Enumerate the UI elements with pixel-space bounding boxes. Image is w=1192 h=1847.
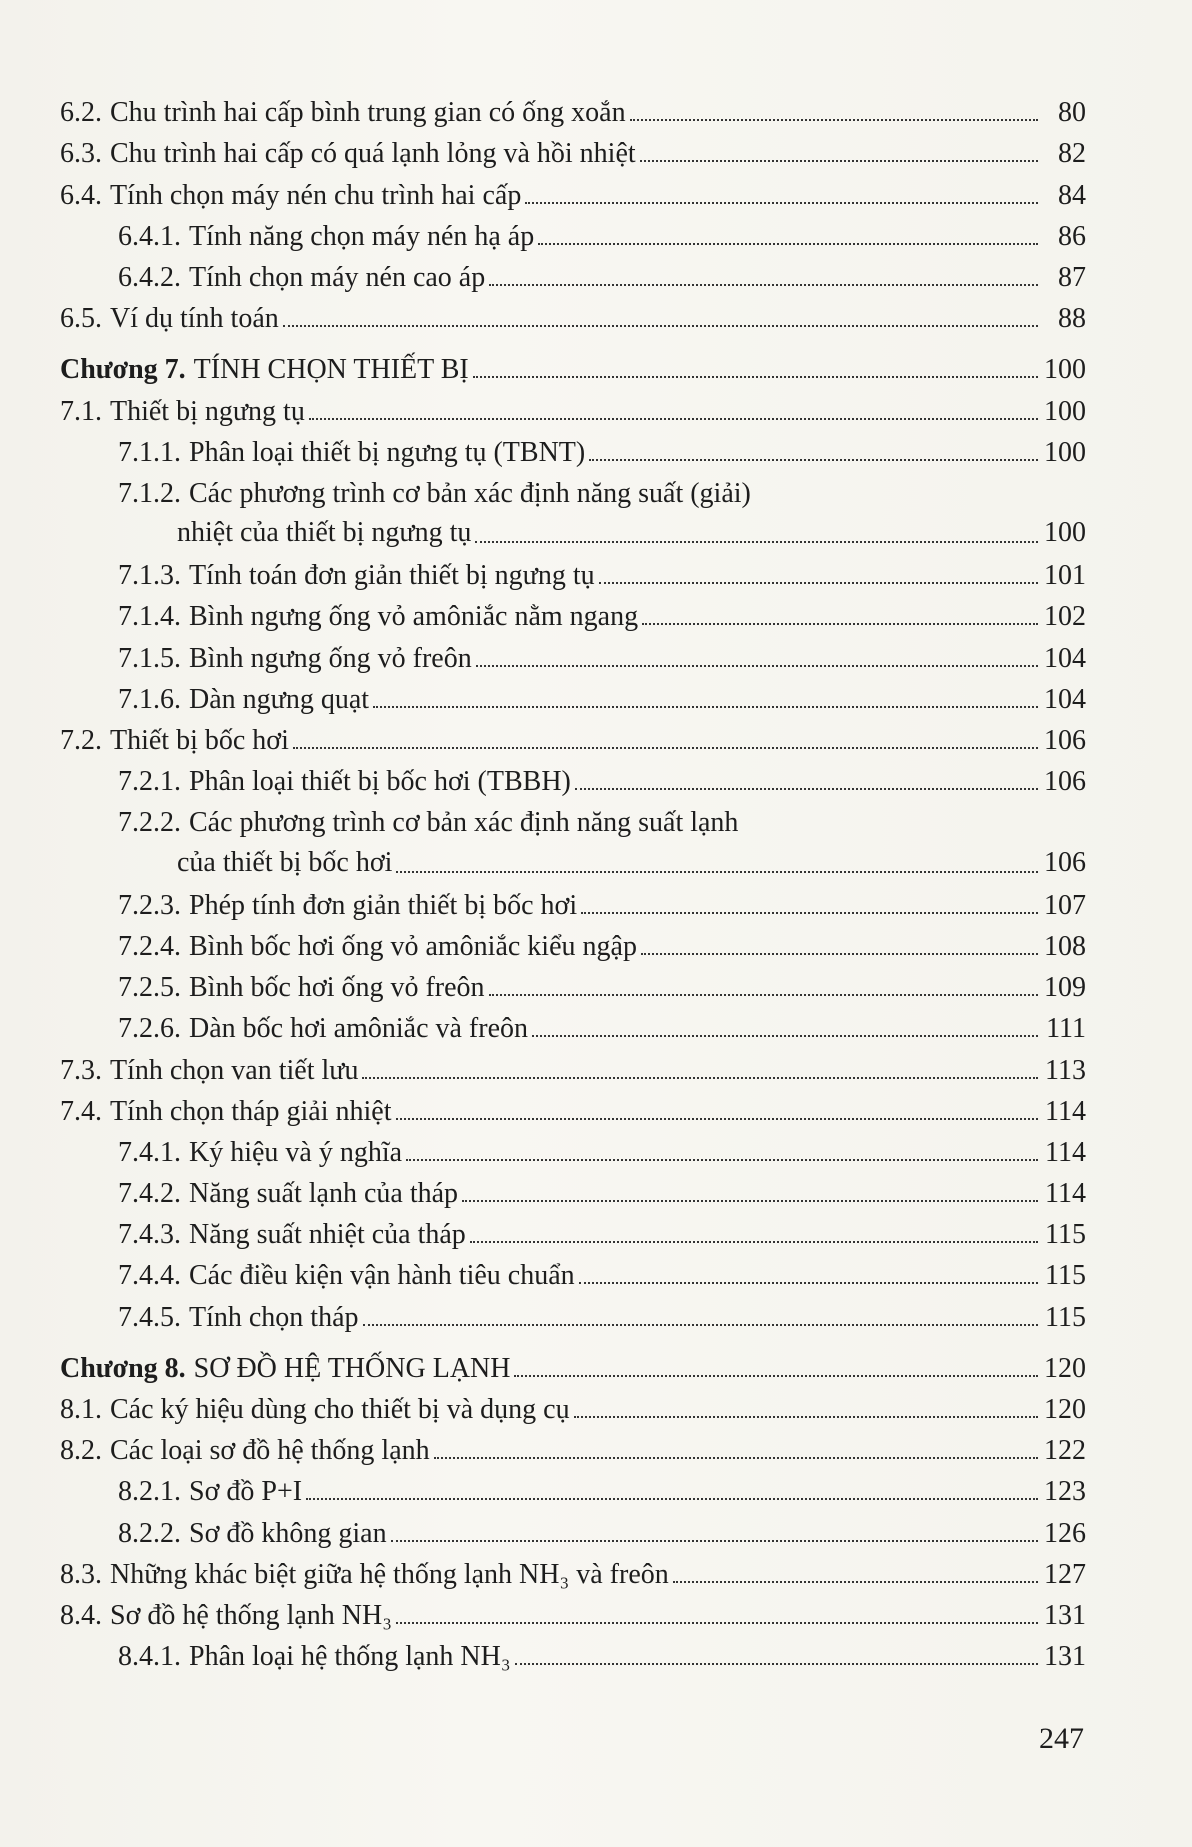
toc-entry-page: 104: [1044, 642, 1086, 674]
toc-entry-number: 7.4.: [60, 1095, 102, 1127]
toc-entry-number: 7.1.1.: [118, 436, 181, 468]
toc-entry-title: Bình bốc hơi ống vỏ amôniắc kiểu ngập: [189, 930, 637, 962]
toc-entry-page: 131: [1044, 1641, 1086, 1673]
dot-leader: [362, 1077, 1038, 1079]
toc-entry: [60, 590, 1086, 631]
toc-entry-page: 102: [1044, 601, 1086, 633]
toc-entry-page: 115: [1045, 1219, 1086, 1251]
dot-leader: [515, 1663, 1038, 1665]
toc-entry-title: Chu trình hai cấp bình trung gian có ống xoắn: [110, 97, 626, 129]
toc-entry-number: 7.2.2.: [118, 807, 181, 839]
toc-entry-title: Năng suất nhiệt của tháp: [189, 1219, 466, 1251]
table-of-contents: [60, 86, 1086, 1671]
toc-entry: [60, 1465, 1086, 1506]
toc-entry-page: 126: [1044, 1517, 1086, 1549]
toc-entry-page: 100: [1044, 395, 1086, 427]
dot-leader: [581, 912, 1038, 914]
dot-leader: [283, 325, 1038, 327]
toc-entry-title: Phép tính đơn giản thiết bị bốc hơi: [189, 889, 578, 921]
dot-leader: [538, 243, 1038, 245]
toc-entry: [60, 1249, 1086, 1290]
toc-entry-number: 7.2.3.: [118, 889, 181, 921]
dot-leader: [396, 1118, 1039, 1120]
toc-entry: [60, 292, 1086, 333]
toc-entry-title: Tính chọn máy nén chu trình hai cấp: [110, 179, 522, 211]
toc-entry-title-continued: của thiết bị bốc hơi: [177, 846, 393, 878]
toc-entry-number: 7.2.1.: [118, 766, 181, 798]
toc-entry-title: Sơ đồ không gian: [189, 1517, 387, 1549]
toc-entry-title: Sơ đồ hệ thống lạnh NH₃: [110, 1599, 392, 1631]
toc-entry-title: Phân loại thiết bị bốc hơi (TBBH): [189, 766, 571, 798]
dot-leader: [363, 1324, 1038, 1326]
toc-entry-page: 80: [1058, 97, 1086, 129]
toc-entry-title: Thiết bị ngưng tụ: [110, 395, 305, 427]
dot-leader: [293, 747, 1038, 749]
dot-leader: [391, 1540, 1038, 1542]
toc-entry: [60, 127, 1086, 168]
dot-leader: [575, 788, 1038, 790]
toc-entry-title: Tính chọn tháp: [189, 1301, 359, 1333]
toc-entry-number: 6.5.: [60, 303, 102, 335]
toc-entry-number: 8.2.2.: [118, 1517, 181, 1549]
toc-entry-title: Năng suất lạnh của tháp: [189, 1178, 459, 1210]
toc-entry: [60, 1383, 1086, 1424]
toc-entry-page: 87: [1058, 261, 1086, 293]
toc-chapter-label: Chương 7.: [60, 354, 186, 386]
toc-entry-number: 7.1.6.: [118, 683, 181, 715]
toc-entry: [60, 86, 1086, 127]
toc-entry: [60, 1043, 1086, 1084]
toc-entry-number: 6.4.1.: [118, 220, 181, 252]
dot-leader: [489, 284, 1038, 286]
dot-leader: [462, 1200, 1038, 1202]
dot-leader: [642, 623, 1038, 625]
toc-entry-page: 86: [1058, 220, 1086, 252]
toc-entry-number: 8.2.1.: [118, 1476, 181, 1508]
toc-entry-title: Các điều kiện vận hành tiêu chuẩn: [189, 1260, 575, 1292]
dot-leader: [589, 459, 1038, 461]
dot-leader: [476, 665, 1038, 667]
toc-entry-page: 84: [1058, 179, 1086, 211]
toc-entry-page: 88: [1058, 303, 1086, 335]
toc-entry-page: 106: [1044, 725, 1086, 756]
dot-leader: [673, 1581, 1038, 1583]
toc-entry: [60, 426, 1086, 467]
dot-leader: [579, 1282, 1038, 1284]
dot-leader: [514, 1375, 1038, 1377]
toc-entry-title: Các phương trình cơ bản xác định năng suất (giải): [189, 477, 751, 509]
toc-chapter-label: Chương 8.: [60, 1352, 186, 1384]
toc-entry-page: 111: [1046, 1013, 1086, 1045]
toc-entry: [60, 714, 1086, 755]
toc-entry-page: 123: [1044, 1476, 1086, 1508]
toc-entry: [60, 1630, 1086, 1671]
toc-entry-page: 114: [1045, 1178, 1086, 1210]
toc-entry-number: 7.3.: [60, 1054, 102, 1086]
toc-entry-number: 6.3.: [60, 138, 102, 170]
toc-entry-title: SƠ ĐỒ HỆ THỐNG LẠNH: [193, 1352, 511, 1384]
dot-leader: [434, 1457, 1038, 1459]
toc-entry: [60, 1506, 1086, 1547]
toc-entry-number: 7.2.: [60, 725, 102, 756]
toc-entry-number: 7.4.3.: [118, 1219, 181, 1251]
toc-entry-title: Các phương trình cơ bản xác định năng suất lạnh: [189, 807, 739, 839]
toc-entry-page: 114: [1045, 1095, 1086, 1127]
toc-entry-page: 106: [1044, 766, 1086, 798]
toc-entry-number: 7.4.4.: [118, 1260, 181, 1292]
toc-entry: [60, 1126, 1086, 1167]
toc-entry-title: Sơ đồ P+I: [189, 1476, 303, 1508]
toc-entry: [60, 1290, 1086, 1331]
toc-entry-continuation: [60, 837, 1086, 878]
toc-entry-page: 109: [1044, 972, 1086, 1004]
toc-entry: [60, 467, 1086, 508]
toc-entry-number: 7.1.4.: [118, 601, 181, 633]
toc-entry: [60, 168, 1086, 209]
toc-entry-page: 127: [1044, 1558, 1086, 1590]
dot-leader: [306, 1498, 1038, 1500]
toc-entry-number: 8.4.1.: [118, 1641, 181, 1673]
toc-entry-page: 107: [1044, 889, 1086, 921]
toc-entry-title: Ví dụ tính toán: [110, 303, 279, 335]
toc-entry-number: 7.2.5.: [118, 972, 181, 1004]
dot-leader: [532, 1035, 1038, 1037]
toc-entry-title: TÍNH CHỌN THIẾT BỊ: [193, 354, 469, 386]
dot-leader: [641, 953, 1038, 955]
toc-entry-number: 7.2.6.: [118, 1013, 181, 1045]
toc-entry-number: 7.1.3.: [118, 560, 181, 592]
toc-entry-page: 122: [1044, 1435, 1086, 1467]
toc-entry-number: 7.4.2.: [118, 1178, 181, 1210]
toc-entry-page: 100: [1044, 354, 1086, 386]
toc-entry: [60, 796, 1086, 837]
toc-entry-number: 6.4.2.: [118, 261, 181, 293]
toc-entry-number: 7.4.5.: [118, 1301, 181, 1333]
toc-entry-title: Các loại sơ đồ hệ thống lạnh: [110, 1435, 430, 1467]
toc-entry-title: Tính chọn van tiết lưu: [110, 1054, 359, 1086]
toc-entry-page: 101: [1044, 560, 1086, 592]
toc-entry: [60, 631, 1086, 672]
toc-entry-number: 8.2.: [60, 1435, 102, 1467]
toc-entry-page: 114: [1045, 1136, 1086, 1168]
toc-entry-number: 7.2.4.: [118, 930, 181, 962]
toc-entry-title: Thiết bị bốc hơi: [110, 725, 289, 756]
toc-entry-number: 7.1.2.: [118, 477, 181, 509]
dot-leader: [373, 706, 1038, 708]
toc-entry: [60, 210, 1086, 251]
toc-entry: [60, 1548, 1086, 1589]
dot-leader: [489, 994, 1038, 996]
toc-entry: [60, 755, 1086, 796]
dot-leader: [599, 582, 1038, 584]
toc-entry: [60, 961, 1086, 1002]
page-number: 247: [1039, 1722, 1084, 1755]
toc-entry-page: 131: [1044, 1599, 1086, 1631]
toc-entry-title: Tính toán đơn giản thiết bị ngưng tụ: [189, 560, 595, 592]
toc-entry-title: Dàn bốc hơi amôniắc và freôn: [189, 1013, 529, 1045]
toc-entry-continuation: [60, 508, 1086, 549]
toc-entry: [60, 384, 1086, 425]
toc-entry: [60, 1002, 1086, 1043]
toc-entry: [60, 1424, 1086, 1465]
toc-entry-title: Phân loại hệ thống lạnh NH₃: [189, 1641, 511, 1673]
toc-entry: [60, 1085, 1086, 1126]
toc-entry-page: 115: [1045, 1260, 1086, 1292]
dot-leader: [630, 119, 1038, 121]
toc-entry-number: 6.4.: [60, 179, 102, 211]
toc-entry-page: 106: [1044, 846, 1086, 878]
toc-entry: [60, 1167, 1086, 1208]
toc-entry-page: 100: [1044, 517, 1086, 549]
toc-entry: [60, 251, 1086, 292]
toc-entry-title-continued: nhiệt của thiết bị ngưng tụ: [177, 517, 472, 549]
dot-leader: [473, 376, 1038, 378]
dot-leader: [470, 1241, 1038, 1243]
toc-entry-number: 6.2.: [60, 97, 102, 129]
toc-entry-page: 108: [1044, 930, 1086, 962]
dot-leader: [396, 871, 1038, 873]
toc-entry-page: 82: [1058, 138, 1086, 170]
toc-entry-page: 120: [1044, 1352, 1086, 1384]
toc-entry: [60, 920, 1086, 961]
toc-entry: [60, 549, 1086, 590]
toc-entry-title: Những khác biệt giữa hệ thống lạnh NH₃ và freôn: [110, 1558, 669, 1590]
toc-chapter-heading: [60, 343, 1086, 384]
toc-entry-page: 100: [1044, 436, 1086, 468]
toc-entry-title: Các ký hiệu dùng cho thiết bị và dụng cụ: [110, 1394, 570, 1425]
dot-leader: [574, 1416, 1038, 1418]
toc-entry-title: Tính chọn máy nén cao áp: [189, 261, 486, 293]
toc-entry: [60, 879, 1086, 920]
toc-entry-number: 7.4.1.: [118, 1136, 181, 1168]
toc-entry-number: 8.1.: [60, 1394, 102, 1425]
toc-entry-page: 104: [1044, 683, 1086, 715]
dot-leader: [309, 418, 1038, 420]
toc-entry-number: 8.4.: [60, 1599, 102, 1631]
toc-entry-number: 7.1.: [60, 395, 102, 427]
toc-entry: [60, 1208, 1086, 1249]
dot-leader: [406, 1159, 1038, 1161]
toc-entry-number: 7.1.5.: [118, 642, 181, 674]
dot-leader: [640, 160, 1038, 162]
toc-entry: [60, 1589, 1086, 1630]
toc-entry-title: Dàn ngưng quạt: [189, 683, 370, 715]
toc-entry-title: Bình ngưng ống vỏ amôniắc nằm ngang: [189, 601, 639, 633]
toc-entry-title: Tính năng chọn máy nén hạ áp: [189, 220, 535, 252]
toc-entry-title: Tính chọn tháp giải nhiệt: [110, 1095, 392, 1127]
toc-entry-title: Bình bốc hơi ống vỏ freôn: [189, 972, 485, 1004]
dot-leader: [396, 1622, 1038, 1624]
toc-entry-number: 8.3.: [60, 1558, 102, 1590]
toc-entry-title: Bình ngưng ống vỏ freôn: [189, 642, 472, 674]
dot-leader: [475, 541, 1038, 543]
toc-chapter-heading: [60, 1342, 1086, 1383]
toc-entry-title: Ký hiệu và ý nghĩa: [189, 1136, 403, 1168]
toc-entry-title: Chu trình hai cấp có quá lạnh lỏng và hồi nhiệt: [110, 138, 636, 170]
toc-entry-page: 113: [1045, 1054, 1086, 1086]
toc-entry-page: 115: [1045, 1301, 1086, 1333]
toc-entry: [60, 673, 1086, 714]
toc-entry-title: Phân loại thiết bị ngưng tụ (TBNT): [189, 436, 586, 468]
toc-entry-page: 120: [1044, 1394, 1086, 1425]
dot-leader: [525, 202, 1038, 204]
